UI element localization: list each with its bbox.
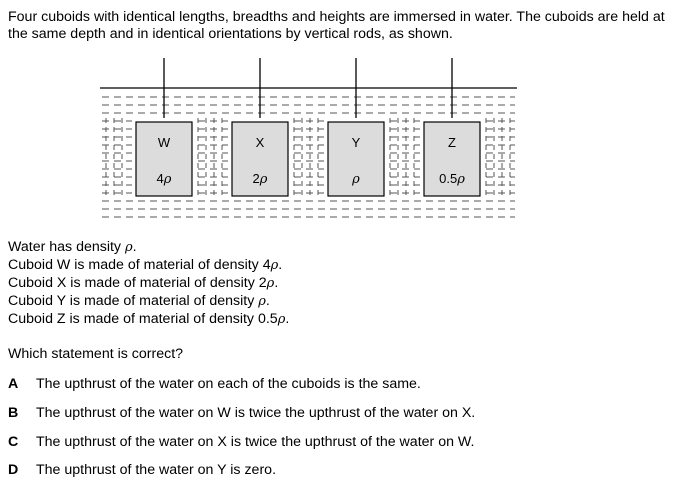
cuboid-y (324, 58, 388, 200)
option-letter: A (8, 376, 19, 392)
option-text: The upthrust of the water on each of the cuboids is the same. (36, 376, 421, 392)
cuboid-x (228, 58, 292, 200)
option-letter: B (8, 405, 19, 421)
statement-cuboid-w: Cuboid W is made of material of density 4ρ. (8, 257, 283, 273)
cuboids-in-water-diagram (0, 0, 678, 230)
cuboid-density: ρ (352, 172, 360, 187)
question-intro: Four cuboids with identical lengths, breadths and heights are immersed in water. The cuboids are held at the same depth and in identical orientations by vertical rods, as shown. (8, 9, 665, 42)
statement-cuboid-x: Cuboid X is made of material of density 2ρ. (8, 275, 279, 291)
option-letter: D (8, 462, 19, 478)
cuboid-label: X (255, 135, 265, 150)
option-text: The upthrust of the water on X is twice the upthrust of the water on W. (36, 434, 475, 450)
statement-cuboid-z: Cuboid Z is made of material of density 0.5ρ. (8, 311, 290, 327)
option-c[interactable] (8, 434, 474, 450)
option-text: The upthrust of the water on Y is zero. (36, 462, 277, 478)
cuboid-label: W (157, 135, 171, 150)
statement-water-density: Water has density ρ. (8, 239, 137, 255)
cuboid-density: 4ρ (156, 171, 172, 187)
cuboid-density: 2ρ (252, 171, 268, 187)
question-stem: Which statement is correct? (8, 346, 184, 362)
option-a[interactable] (8, 376, 421, 392)
statement-cuboid-y: Cuboid Y is made of material of density ρ. (8, 293, 270, 309)
option-text: The upthrust of the water on W is twice the upthrust of the water on X. (36, 405, 476, 421)
option-b[interactable] (8, 405, 475, 421)
option-d[interactable] (8, 462, 276, 478)
cuboid-z (420, 58, 484, 200)
cuboid-w (132, 58, 196, 200)
cuboid-label: Y (351, 135, 361, 150)
cuboid-label: Z (448, 135, 456, 150)
cuboid-density: 0.5ρ (439, 171, 465, 187)
option-letter: C (8, 434, 19, 450)
